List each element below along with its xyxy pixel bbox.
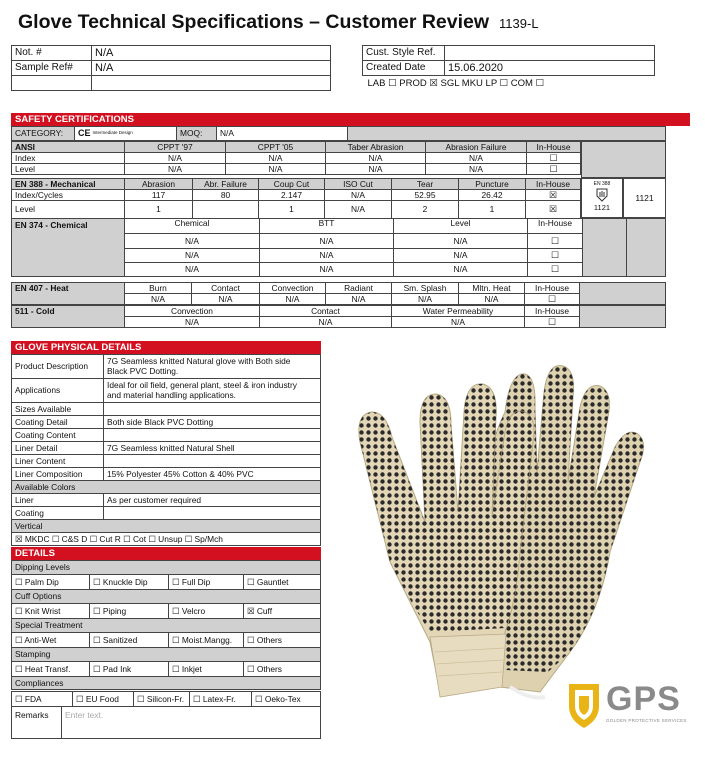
option-checkbox[interactable]: ☐ Piping [90, 604, 169, 619]
cell: N/A [325, 190, 392, 201]
en511-label: 511 - Cold [12, 306, 125, 328]
en407-col: Sm. Splash [392, 283, 459, 294]
cell: 2 [392, 201, 459, 219]
cell: 1 [459, 201, 526, 219]
cell: N/A [325, 201, 392, 219]
category-row [11, 126, 666, 141]
colors-label: Available Colors [12, 481, 321, 494]
physical-label: Sizes Available [12, 403, 104, 416]
compliances-label: Compliances [12, 677, 321, 690]
safety-section-header: SAFETY CERTIFICATIONS [11, 113, 690, 126]
row-label: Index [12, 153, 125, 164]
en374-filler [627, 219, 666, 277]
inhouse-checkbox[interactable]: ☐ [528, 263, 583, 277]
cell: 26.42 [459, 190, 526, 201]
inhouse-checkbox[interactable]: ☐ [527, 164, 581, 175]
left-info-table [11, 45, 331, 91]
en407-label: EN 407 - Heat [12, 283, 125, 305]
en407-col: Burn [125, 283, 192, 294]
ce-icon: CE [78, 128, 91, 139]
moq-label: MOQ: [177, 127, 217, 141]
physical-value[interactable]: 7G Seamless knitted Natural Shell [104, 442, 321, 455]
row-label: Index/Cycles [12, 190, 125, 201]
en374-filler [583, 219, 627, 277]
physical-value[interactable] [104, 429, 321, 442]
style-ref-value[interactable] [445, 46, 655, 61]
physical-label: Applications [12, 379, 104, 403]
en511-table [11, 305, 666, 328]
right-info-table [362, 45, 655, 91]
inhouse-checkbox[interactable]: ☐ [528, 249, 583, 263]
created-label: Created Date [363, 61, 445, 76]
physical-value[interactable]: Both side Black PVC Dotting [104, 416, 321, 429]
ansi-label: ANSI [12, 142, 125, 153]
physical-value[interactable] [104, 455, 321, 468]
group-label: Special Treatment [12, 619, 321, 633]
applications-value[interactable]: Ideal for oil field, general plant, steel & iron industry and material handling applications. [104, 379, 321, 403]
option-checkbox[interactable]: ☐ Full Dip [169, 575, 244, 590]
ansi-col: CPPT '05 [226, 142, 326, 153]
option-checkbox[interactable]: ☒ Cuff [244, 604, 321, 619]
type-checkboxes[interactable]: LAB ☐ PROD ☒ SGL MKU LP ☐ COM ☐ [367, 77, 545, 89]
cell: N/A [392, 294, 459, 305]
en388-col: Coup Cut [259, 179, 325, 190]
en407-col: Radiant [326, 283, 392, 294]
cell: N/A [125, 164, 226, 175]
en388-col: ISO Cut [325, 179, 392, 190]
cell: 1 [125, 201, 193, 219]
physical-section-header: GLOVE PHYSICAL DETAILS [11, 341, 321, 354]
cell: N/A [260, 294, 326, 305]
en407-col: Mltn. Heat [459, 283, 525, 294]
info-value[interactable]: N/A [92, 61, 331, 76]
option-checkbox[interactable]: ☐ Moist.Mangg. [169, 633, 244, 648]
cell [193, 201, 259, 219]
cell: N/A [326, 153, 426, 164]
created-value[interactable]: 15.06.2020 [445, 61, 655, 76]
option-checkbox[interactable]: ☐ Heat Transf. [12, 662, 90, 677]
page-title [18, 11, 539, 34]
option-checkbox[interactable]: ☐ Palm Dip [12, 575, 90, 590]
cell: N/A [260, 234, 394, 249]
inhouse-checkbox[interactable]: ☒ [526, 201, 581, 219]
cell: N/A [125, 249, 260, 263]
en374-col: Chemical [125, 219, 260, 234]
remarks-table [11, 706, 321, 739]
cell: N/A [392, 317, 525, 328]
option-checkbox[interactable]: ☐ Others [244, 662, 321, 677]
cell: 1 [259, 201, 325, 219]
badge-code: 1121 [593, 203, 611, 212]
ansi-table [11, 141, 581, 175]
option-checkbox[interactable]: ☐ Knit Wrist [12, 604, 90, 619]
liner-color-value[interactable]: As per customer required [104, 494, 321, 507]
en511-col: Water Permeability [392, 306, 525, 317]
cell: N/A [260, 263, 394, 277]
logo-tagline: GOLDEN PROTECTIVE SERVICES [606, 718, 687, 723]
en374-label: EN 374 - Chemical [12, 219, 125, 277]
category-filler [348, 127, 666, 141]
en407-table [11, 282, 666, 305]
row-label: Level [12, 201, 125, 219]
inhouse-checkbox[interactable]: ☐ [528, 234, 583, 249]
cell: 52.95 [392, 190, 459, 201]
cell: N/A [260, 249, 394, 263]
en388-badge [581, 178, 623, 218]
en388-col: Abr. Failure [193, 179, 259, 190]
style-ref-label: Cust. Style Ref. [363, 46, 445, 61]
cell: N/A [125, 317, 260, 328]
color-label: Liner [12, 494, 104, 507]
compliance-checkbox[interactable]: ☐ Oeko-Tex [252, 692, 321, 707]
cell: 117 [125, 190, 193, 201]
compliances-table [11, 691, 321, 707]
en388-table [11, 178, 581, 219]
remarks-field[interactable]: Enter text. [62, 707, 321, 739]
en511-col: In-House [525, 306, 580, 317]
info-value[interactable] [92, 76, 331, 91]
cell: N/A [125, 234, 260, 249]
info-label: Sample Ref# [12, 61, 92, 76]
cell: 80 [193, 190, 259, 201]
cell: N/A [260, 317, 392, 328]
en388-col: Puncture [459, 179, 526, 190]
cell: N/A [125, 153, 226, 164]
cell: N/A [426, 164, 527, 175]
physical-value[interactable]: 15% Polyester 45% Cotton & 40% PVC [104, 468, 321, 481]
cell: 2.147 [259, 190, 325, 201]
cell: N/A [326, 164, 426, 175]
cell: N/A [459, 294, 525, 305]
ansi-side-filler [581, 141, 666, 178]
cell: N/A [326, 294, 392, 305]
en407-col: Convection [260, 283, 326, 294]
en374-col: BTT [260, 219, 394, 234]
remarks-label: Remarks [12, 707, 62, 739]
glove-pair-image [330, 352, 700, 732]
coating-color-value[interactable] [104, 507, 321, 520]
physical-table [11, 354, 321, 546]
shield-glove-icon [595, 188, 609, 202]
physical-value[interactable] [104, 403, 321, 416]
inhouse-checkbox[interactable]: ☐ [525, 294, 580, 305]
compliance-checkbox[interactable]: ☐ FDA [12, 692, 73, 707]
option-checkbox[interactable]: ☐ Anti-Wet [12, 633, 90, 648]
physical-label: Liner Content [12, 455, 104, 468]
cell: N/A [226, 164, 326, 175]
details-section-header: DETAILS [11, 547, 321, 560]
cell: N/A [426, 153, 527, 164]
ansi-col: Taber Abrasion [326, 142, 426, 153]
option-checkbox[interactable]: ☐ Inkjet [169, 662, 244, 677]
ansi-col: In-House [527, 142, 581, 153]
physical-label: Liner Composition [12, 468, 104, 481]
physical-label: Coating Content [12, 429, 104, 442]
row-label: Level [12, 164, 125, 175]
option-checkbox[interactable]: ☐ Gauntlet [244, 575, 321, 590]
ce-sub: Intermediate Design [92, 130, 133, 136]
cell: N/A [394, 263, 528, 277]
vertical-label: Vertical [12, 520, 321, 533]
product-image [330, 352, 700, 732]
inhouse-checkbox[interactable]: ☒ [526, 190, 581, 201]
cell: N/A [192, 294, 260, 305]
option-checkbox[interactable]: ☐ Velcro [169, 604, 244, 619]
en407-col: Contact [192, 283, 260, 294]
en388-col: Abrasion [125, 179, 193, 190]
title-text: Glove Technical Specifications – Customer Review [18, 11, 490, 33]
compliance-checkbox[interactable]: ☐ EU Food [73, 692, 134, 707]
cell: N/A [125, 263, 260, 277]
cell: N/A [226, 153, 326, 164]
en388-side-code: 1121 [623, 178, 666, 218]
cell: N/A [125, 294, 192, 305]
physical-label: Liner Detail [12, 442, 104, 455]
physical-label: Coating Detail [12, 416, 104, 429]
en374-col: In-House [528, 219, 583, 234]
en388-col: In-House [526, 179, 581, 190]
vertical-checkboxes[interactable]: ☒ MKDC ☐ C&S D ☐ Cut R ☐ Cot ☐ Unsup ☐ Sp/Mch [12, 533, 321, 546]
option-checkbox[interactable]: ☐ Others [244, 633, 321, 648]
en374-table [11, 218, 666, 277]
en374-col: Level [394, 219, 528, 234]
ansi-col: CPPT '97 [125, 142, 226, 153]
gps-logo [566, 680, 701, 732]
moq-value[interactable]: N/A [217, 127, 348, 141]
badge-top: EN 388 [593, 181, 611, 187]
en407-col: In-House [525, 283, 580, 294]
category-label: CATEGORY: [12, 127, 75, 141]
en407-filler [580, 283, 666, 305]
physical-label: Product Description [12, 355, 104, 379]
option-checkbox[interactable]: ☐ Pad Ink [90, 662, 169, 677]
en511-col: Contact [260, 306, 392, 317]
en511-filler [580, 306, 666, 328]
doc-code: 1139-L [499, 16, 539, 31]
en388-col: Tear [392, 179, 459, 190]
info-label: Not. # [12, 46, 92, 61]
group-label: Cuff Options [12, 590, 321, 604]
details-table [11, 560, 321, 690]
color-label: Coating [12, 507, 104, 520]
option-checkbox[interactable]: ☐ Sanitized [90, 633, 169, 648]
en388-label: EN 388 - Mechanical [12, 179, 125, 190]
inhouse-checkbox[interactable]: ☐ [527, 153, 581, 164]
cell: N/A [394, 234, 528, 249]
group-label: Dipping Levels [12, 561, 321, 575]
inhouse-checkbox[interactable]: ☐ [525, 317, 580, 328]
ansi-col: Abrasion Failure [426, 142, 527, 153]
cell: N/A [394, 249, 528, 263]
option-checkbox[interactable]: ☐ Knuckle Dip [90, 575, 169, 590]
compliance-checkbox[interactable]: ☐ Silicon-Fr. [134, 692, 190, 707]
product-description[interactable]: 7G Seamless knitted Natural glove with Both side Black PVC Dotting. [104, 355, 321, 379]
group-label: Stamping [12, 648, 321, 662]
logo-text: GPS [606, 680, 681, 718]
ce-mark [75, 127, 177, 141]
compliance-checkbox[interactable]: ☐ Latex-Fr. [190, 692, 252, 707]
info-value[interactable]: N/A [92, 46, 331, 61]
en511-col: Convection [125, 306, 260, 317]
